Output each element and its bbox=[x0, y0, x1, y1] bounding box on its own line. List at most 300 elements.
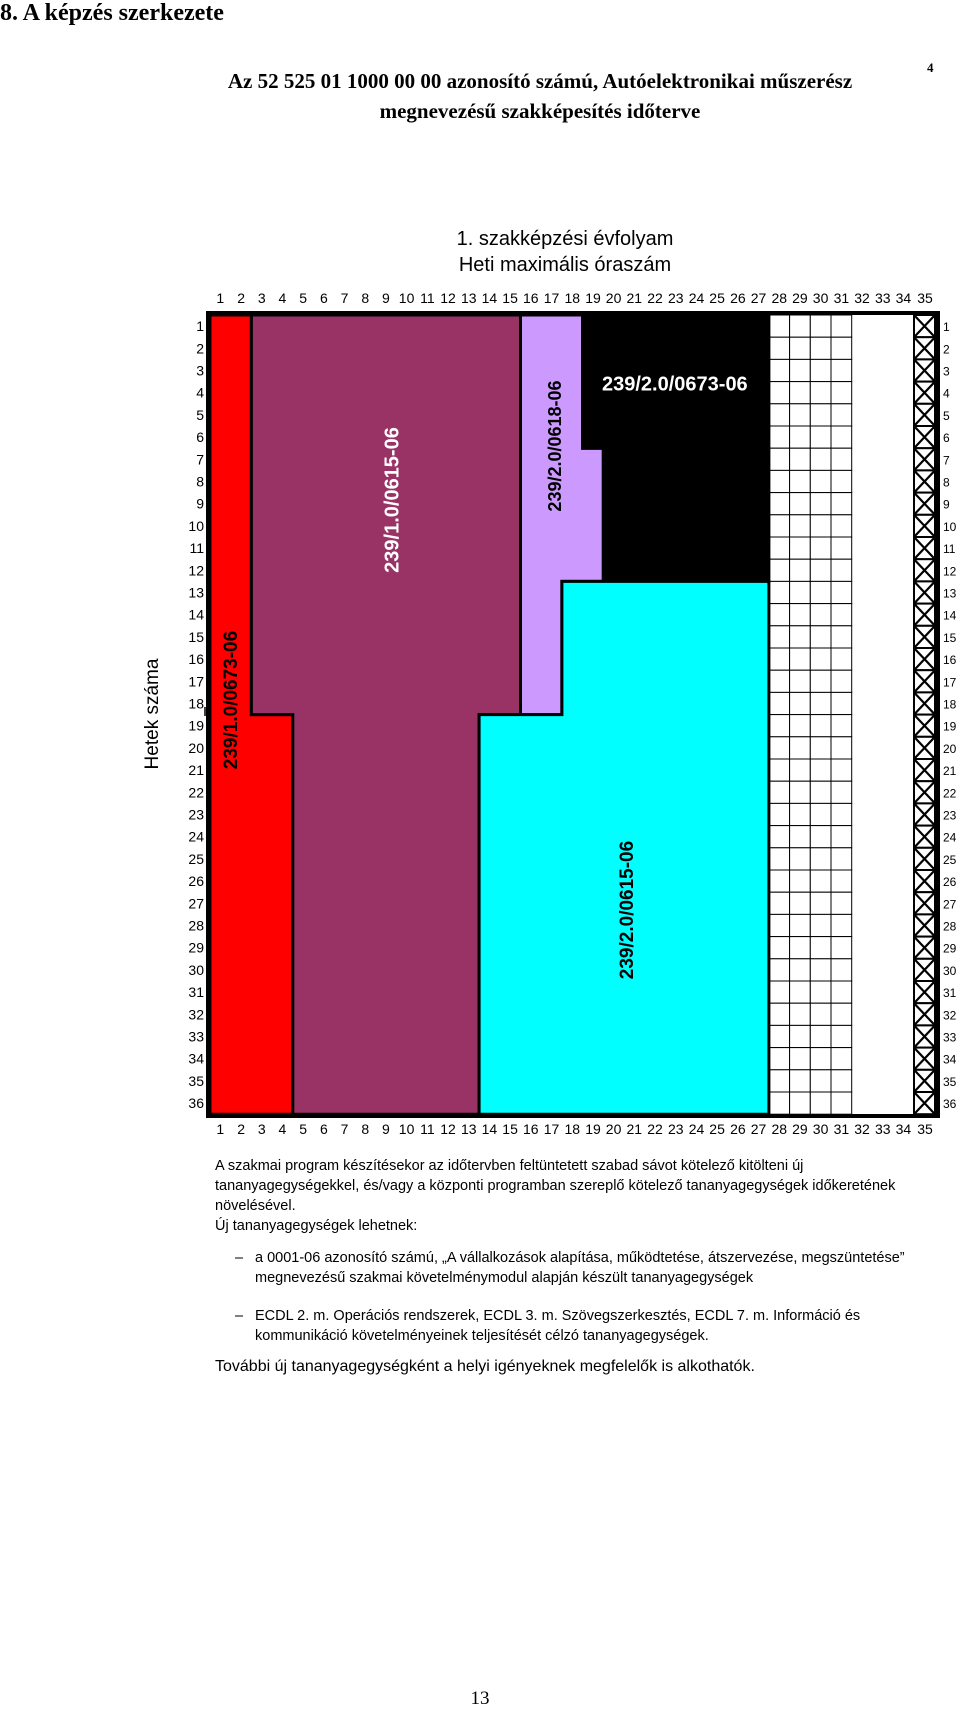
crossed-cell bbox=[914, 892, 935, 914]
left-week-axis bbox=[188, 318, 204, 1111]
free-slot-cell bbox=[831, 426, 852, 448]
free-slot-cell bbox=[831, 515, 852, 537]
hour-tick-top: 20 bbox=[605, 290, 622, 306]
week-tick-right: 12 bbox=[943, 564, 957, 579]
free-slot-cell bbox=[831, 604, 852, 626]
free-slot-cell bbox=[769, 315, 790, 337]
week-tick-right: 26 bbox=[943, 875, 957, 890]
hour-tick-top: 8 bbox=[361, 290, 370, 306]
crossed-cell bbox=[914, 626, 935, 648]
week-tick-left: 32 bbox=[188, 1006, 204, 1023]
hour-tick-bottom: 3 bbox=[257, 1121, 266, 1137]
free-slot-cell bbox=[769, 581, 790, 603]
free-slot-cell bbox=[790, 1048, 811, 1070]
free-slot-cell bbox=[810, 670, 831, 692]
week-tick-left: 8 bbox=[196, 473, 204, 490]
week-tick-right: 24 bbox=[943, 830, 957, 845]
free-slot-cell bbox=[769, 559, 790, 581]
hour-tick-bottom: 9 bbox=[382, 1121, 390, 1137]
free-slot-cell bbox=[790, 382, 811, 404]
free-slot-cell bbox=[831, 648, 852, 670]
week-tick-left: 16 bbox=[188, 651, 204, 668]
free-slot-cell bbox=[790, 359, 811, 381]
free-slot-cell bbox=[831, 493, 852, 515]
free-slot-cell bbox=[831, 914, 852, 936]
title-line-2: megnevezésű szakképesítés időterve bbox=[379, 99, 701, 123]
hour-tick-bottom: 14 bbox=[481, 1121, 498, 1137]
free-slot-cell bbox=[790, 1070, 811, 1092]
hour-tick-bottom: 31 bbox=[833, 1121, 850, 1137]
week-tick-left: 25 bbox=[188, 850, 204, 867]
free-slot-cell bbox=[831, 759, 852, 781]
free-slot-cell bbox=[769, 781, 790, 803]
crossed-cell bbox=[914, 382, 935, 404]
free-slot-cell bbox=[790, 404, 811, 426]
week-tick-right: 21 bbox=[943, 764, 957, 779]
hour-tick-bottom: 5 bbox=[299, 1121, 307, 1137]
hour-tick-top: 24 bbox=[688, 290, 705, 306]
hour-tick-top: 12 bbox=[440, 290, 456, 306]
crossed-cell bbox=[914, 1092, 935, 1114]
free-slot-cell bbox=[769, 1025, 790, 1047]
crossed-cell bbox=[914, 959, 935, 981]
free-slot-cell bbox=[831, 448, 852, 470]
free-slot-cell bbox=[831, 1003, 852, 1025]
hour-tick-bottom: 24 bbox=[688, 1121, 705, 1137]
note-bullet-2 bbox=[215, 1306, 930, 1346]
hour-tick-bottom: 33 bbox=[875, 1121, 891, 1137]
free-slot-cell bbox=[790, 426, 811, 448]
bullet-dash: – bbox=[235, 1250, 244, 1266]
free-slot-cell bbox=[831, 315, 852, 337]
free-slot-cell bbox=[810, 382, 831, 404]
hour-tick-bottom: 29 bbox=[792, 1121, 808, 1137]
free-slot-cell bbox=[810, 359, 831, 381]
page-number: 13 bbox=[470, 1688, 490, 1709]
week-tick-right: 31 bbox=[943, 986, 957, 1001]
free-slot-cell bbox=[769, 382, 790, 404]
crossed-cell bbox=[914, 981, 935, 1003]
week-tick-right: 15 bbox=[943, 630, 957, 645]
free-slot-cell bbox=[790, 559, 811, 581]
crossed-cell bbox=[914, 737, 935, 759]
crossed-cell bbox=[914, 759, 935, 781]
week-tick-right: 16 bbox=[943, 653, 957, 668]
crossed-cell bbox=[914, 1025, 935, 1047]
free-slot-cell bbox=[790, 581, 811, 603]
free-slot-cell bbox=[769, 626, 790, 648]
hour-tick-top: 13 bbox=[461, 290, 477, 306]
free-slot-cell bbox=[831, 1048, 852, 1070]
free-slot-cell bbox=[810, 1070, 831, 1092]
week-tick-left: 35 bbox=[188, 1072, 204, 1089]
free-slot-cell bbox=[810, 581, 831, 603]
week-tick-left: 19 bbox=[188, 717, 204, 734]
free-slot-cell bbox=[790, 1003, 811, 1025]
week-tick-left: 12 bbox=[188, 562, 204, 579]
free-slot-cell bbox=[769, 737, 790, 759]
free-slot-cell bbox=[810, 715, 831, 737]
free-slot-cell bbox=[810, 404, 831, 426]
week-tick-left: 21 bbox=[188, 762, 204, 779]
block-label-3: 239/2.0/0618-06 bbox=[544, 380, 565, 512]
week-tick-right: 19 bbox=[943, 719, 957, 734]
free-slot-cell bbox=[790, 892, 811, 914]
free-slot-cell bbox=[790, 470, 811, 492]
week-tick-right: 6 bbox=[943, 431, 950, 446]
hour-tick-top: 34 bbox=[895, 290, 912, 306]
week-tick-left: 18 bbox=[188, 695, 204, 712]
note-bullet-1-text: a 0001-06 azonosító számú, „A vállalkozások alapítása, működtetése, átszervezése, megszüntetése” megnevezésű szakmai követelménymodul alapján készült tananyagegységek bbox=[255, 1250, 905, 1286]
free-slot-cell bbox=[810, 737, 831, 759]
week-tick-left: 7 bbox=[196, 451, 204, 468]
free-slot-cell bbox=[790, 759, 811, 781]
week-tick-right: 23 bbox=[943, 808, 957, 823]
crossed-cell bbox=[914, 337, 935, 359]
free-slot-cell bbox=[810, 537, 831, 559]
free-slot-cell bbox=[810, 515, 831, 537]
hour-tick-bottom: 8 bbox=[361, 1121, 370, 1137]
free-slot-cell bbox=[831, 737, 852, 759]
hour-tick-bottom: 27 bbox=[750, 1121, 767, 1137]
week-tick-right: 11 bbox=[943, 542, 956, 557]
free-slot-cell bbox=[831, 670, 852, 692]
week-tick-left: 15 bbox=[188, 628, 204, 645]
free-slot-cell bbox=[831, 826, 852, 848]
free-slot-cell bbox=[769, 670, 790, 692]
right-week-axis bbox=[943, 320, 957, 1111]
week-tick-right: 2 bbox=[943, 342, 950, 357]
week-tick-left: 33 bbox=[188, 1028, 204, 1045]
free-slot-cell bbox=[810, 826, 831, 848]
note-paragraph-1: A szakmai program készítésekor az időtervben feltüntetett szabad sávot kötelező kitölteni új tananyagegységekkel, és/vagy a központi programban szereplő kötelező tananyagegységek időkeretének növelésével. bbox=[215, 1158, 896, 1214]
free-slot-cell bbox=[790, 493, 811, 515]
week-tick-left: 5 bbox=[196, 406, 204, 423]
free-slot-cell bbox=[810, 848, 831, 870]
week-tick-right: 30 bbox=[943, 963, 957, 978]
block-label-1: 239/1.0/0673-06 bbox=[221, 630, 243, 770]
week-tick-left: 29 bbox=[188, 939, 204, 956]
free-slot-cell bbox=[810, 426, 831, 448]
free-slot-cell bbox=[769, 759, 790, 781]
free-slot-cell bbox=[831, 537, 852, 559]
week-tick-right: 14 bbox=[943, 608, 957, 623]
free-slot-cell bbox=[810, 559, 831, 581]
free-slot-cell bbox=[831, 781, 852, 803]
free-slot-cell bbox=[810, 337, 831, 359]
hour-tick-top: 35 bbox=[917, 290, 933, 306]
crossed-cell bbox=[914, 404, 935, 426]
week-tick-right: 17 bbox=[943, 675, 957, 690]
week-tick-left: 17 bbox=[188, 673, 204, 690]
crossed-cell bbox=[914, 914, 935, 936]
free-slot-cell bbox=[769, 803, 790, 825]
free-slot-cell bbox=[810, 604, 831, 626]
free-slot-cell bbox=[769, 537, 790, 559]
title-line-1: Az 52 525 01 1000 00 00 azonosító számú, Autóelektronikai műszerész bbox=[227, 69, 853, 93]
free-slot-cell bbox=[810, 892, 831, 914]
week-tick-right: 25 bbox=[943, 852, 957, 867]
week-tick-right: 22 bbox=[943, 786, 957, 801]
free-slot-cell bbox=[790, 670, 811, 692]
week-tick-right: 5 bbox=[943, 408, 950, 423]
hour-tick-top: 18 bbox=[564, 290, 581, 306]
free-slot-cell bbox=[790, 781, 811, 803]
week-tick-right: 7 bbox=[943, 453, 950, 468]
hour-tick-bottom: 4 bbox=[278, 1121, 287, 1137]
hour-tick-bottom: 30 bbox=[812, 1121, 829, 1137]
crossed-cell bbox=[914, 781, 935, 803]
free-slot-cell bbox=[831, 692, 852, 714]
week-tick-left: 31 bbox=[188, 984, 204, 1001]
free-slot-cell bbox=[810, 781, 831, 803]
free-slot-cell bbox=[790, 515, 811, 537]
week-tick-right: 35 bbox=[943, 1074, 957, 1089]
free-slot-cell bbox=[769, 604, 790, 626]
hour-tick-top: 21 bbox=[626, 290, 643, 306]
hour-tick-top: 22 bbox=[647, 290, 663, 306]
free-slot-cell bbox=[831, 981, 852, 1003]
hour-tick-bottom: 35 bbox=[917, 1121, 933, 1137]
hour-tick-bottom: 15 bbox=[502, 1121, 518, 1137]
free-slot-cell bbox=[790, 604, 811, 626]
free-slot-cell bbox=[810, 692, 831, 714]
crossed-cell bbox=[914, 692, 935, 714]
y-axis-label: Hetek száma bbox=[142, 658, 163, 770]
hour-tick-top: 19 bbox=[585, 290, 601, 306]
free-slot-cell bbox=[769, 515, 790, 537]
free-slot-cell bbox=[810, 1025, 831, 1047]
free-slot-cell bbox=[831, 1092, 852, 1114]
week-tick-right: 13 bbox=[943, 586, 957, 601]
free-slot-cell bbox=[831, 937, 852, 959]
hour-tick-bottom: 26 bbox=[730, 1121, 746, 1137]
free-slot-cell bbox=[769, 715, 790, 737]
free-slot-cell bbox=[810, 803, 831, 825]
free-slot-cell bbox=[769, 1048, 790, 1070]
hour-tick-top: 28 bbox=[771, 290, 788, 306]
hour-tick-top: 1 bbox=[216, 290, 225, 306]
free-slot-cell bbox=[810, 759, 831, 781]
hour-tick-top: 26 bbox=[730, 290, 746, 306]
note-paragraph-2: Új tananyagegységek lehetnek: bbox=[215, 1218, 418, 1234]
free-slot-cell bbox=[831, 870, 852, 892]
free-slot-cell bbox=[790, 826, 811, 848]
chart-title-line-1: 1. szakképzési évfolyam bbox=[456, 228, 674, 250]
crossed-cell bbox=[914, 826, 935, 848]
hour-tick-top: 29 bbox=[792, 290, 808, 306]
crossed-cell bbox=[914, 537, 935, 559]
free-slot-cell bbox=[790, 914, 811, 936]
hour-tick-top: 7 bbox=[340, 290, 349, 306]
week-tick-left: 28 bbox=[188, 917, 204, 934]
crossed-cell bbox=[914, 426, 935, 448]
free-slot-cell bbox=[831, 581, 852, 603]
week-tick-left: 4 bbox=[196, 384, 204, 401]
block-label-5: 239/2.0/0615-06 bbox=[617, 840, 639, 980]
week-tick-left: 3 bbox=[196, 362, 204, 379]
free-slot-cell bbox=[810, 626, 831, 648]
week-tick-left: 27 bbox=[188, 895, 204, 912]
week-tick-right: 20 bbox=[943, 741, 957, 756]
block-label-4: 239/2.0/0673-06 bbox=[602, 373, 748, 396]
week-tick-left: 26 bbox=[188, 873, 204, 890]
crossed-cell bbox=[914, 493, 935, 515]
crossed-cell bbox=[914, 359, 935, 381]
hour-tick-top: 31 bbox=[833, 290, 850, 306]
hour-tick-bottom: 21 bbox=[626, 1121, 643, 1137]
crossed-cell bbox=[914, 1070, 935, 1092]
hour-tick-top: 32 bbox=[854, 290, 870, 306]
hour-tick-bottom: 20 bbox=[605, 1121, 622, 1137]
section-heading: 8. A képzés szerkezete bbox=[0, 0, 224, 26]
notes-section bbox=[215, 1156, 930, 1346]
free-slot-cell bbox=[810, 470, 831, 492]
free-slot-cell bbox=[769, 359, 790, 381]
free-slot-cell bbox=[769, 648, 790, 670]
crossed-cell bbox=[914, 1003, 935, 1025]
week-tick-right: 27 bbox=[943, 897, 957, 912]
crossed-cell bbox=[914, 803, 935, 825]
free-slot-cell bbox=[769, 914, 790, 936]
free-slot-cell bbox=[790, 981, 811, 1003]
crossed-cell bbox=[914, 648, 935, 670]
free-slot-cell bbox=[769, 448, 790, 470]
free-slot-cell bbox=[810, 914, 831, 936]
free-slot-cell bbox=[810, 1048, 831, 1070]
free-slot-cell bbox=[790, 737, 811, 759]
hour-tick-bottom: 6 bbox=[320, 1121, 328, 1137]
hour-tick-bottom: 22 bbox=[647, 1121, 663, 1137]
hour-tick-bottom: 34 bbox=[895, 1121, 912, 1137]
hour-tick-bottom: 1 bbox=[216, 1121, 225, 1137]
free-slot-cell bbox=[769, 1092, 790, 1114]
week-tick-left: 20 bbox=[188, 739, 204, 756]
week-tick-left: 24 bbox=[188, 828, 204, 845]
free-slot-cell bbox=[790, 848, 811, 870]
free-slot-cell bbox=[831, 715, 852, 737]
free-slot-cell bbox=[790, 803, 811, 825]
hour-tick-bottom: 32 bbox=[854, 1121, 870, 1137]
chart-title-line-2: Heti maximális óraszám bbox=[458, 254, 672, 276]
free-slot-cell bbox=[790, 626, 811, 648]
week-tick-right: 36 bbox=[943, 1097, 957, 1112]
hour-tick-top: 17 bbox=[543, 290, 560, 306]
week-tick-left: 6 bbox=[196, 429, 204, 446]
week-tick-left: 13 bbox=[188, 584, 204, 601]
crossed-cell bbox=[914, 315, 935, 337]
free-slot-cell bbox=[810, 959, 831, 981]
free-slot-cell bbox=[790, 448, 811, 470]
week-tick-left: 30 bbox=[188, 961, 204, 978]
free-slot-cell bbox=[769, 337, 790, 359]
week-tick-right: 33 bbox=[943, 1030, 957, 1045]
hour-tick-top: 14 bbox=[481, 290, 498, 306]
crossed-cell bbox=[914, 937, 935, 959]
note-bullet-2-text: ECDL 2. m. Operációs rendszerek, ECDL 3. m. Szövegszerkesztés, ECDL 7. m. Információ és kommunikáció követelményeinek teljesítését célzó tananyagegységek. bbox=[255, 1308, 861, 1344]
free-slot-cell bbox=[810, 1003, 831, 1025]
week-tick-right: 18 bbox=[943, 697, 957, 712]
free-slot-cell bbox=[790, 337, 811, 359]
free-slot-cell bbox=[831, 470, 852, 492]
hour-tick-top: 16 bbox=[523, 290, 539, 306]
free-slot-cell bbox=[769, 826, 790, 848]
free-slot-cell bbox=[831, 892, 852, 914]
free-slot-cell bbox=[831, 1070, 852, 1092]
free-slot-cell bbox=[831, 337, 852, 359]
free-slot-cell bbox=[810, 981, 831, 1003]
free-slot-cell bbox=[769, 404, 790, 426]
week-tick-left: 36 bbox=[188, 1095, 204, 1112]
free-slot-cell bbox=[831, 559, 852, 581]
crossed-column bbox=[914, 315, 935, 1114]
free-slot-cell bbox=[790, 648, 811, 670]
hour-tick-top: 4 bbox=[278, 290, 287, 306]
hour-tick-top: 5 bbox=[299, 290, 307, 306]
free-slot-cell bbox=[831, 848, 852, 870]
hour-tick-bottom: 2 bbox=[237, 1121, 245, 1137]
hour-tick-top: 15 bbox=[502, 290, 518, 306]
free-slot-cell bbox=[790, 1092, 811, 1114]
hour-tick-top: 6 bbox=[320, 290, 328, 306]
week-tick-right: 32 bbox=[943, 1008, 957, 1023]
week-tick-right: 1 bbox=[943, 320, 950, 335]
free-slot-cell bbox=[831, 803, 852, 825]
crossed-cell bbox=[914, 581, 935, 603]
free-slot-cell bbox=[810, 448, 831, 470]
free-slot-cell bbox=[769, 981, 790, 1003]
week-tick-right: 34 bbox=[943, 1052, 957, 1067]
crossed-cell bbox=[914, 448, 935, 470]
hour-tick-bottom: 25 bbox=[709, 1121, 725, 1137]
free-slot-cell bbox=[769, 1003, 790, 1025]
crossed-cell bbox=[914, 715, 935, 737]
free-slot-cell bbox=[831, 382, 852, 404]
free-slot-cell bbox=[810, 870, 831, 892]
free-slot-cell bbox=[790, 937, 811, 959]
free-slot-cell bbox=[831, 959, 852, 981]
crossed-cell bbox=[914, 559, 935, 581]
week-tick-right: 29 bbox=[943, 941, 957, 956]
week-tick-left: 22 bbox=[188, 784, 204, 801]
free-slot-cell bbox=[769, 959, 790, 981]
hour-tick-bottom: 16 bbox=[523, 1121, 539, 1137]
week-tick-left: 10 bbox=[188, 517, 204, 534]
free-slot-cell bbox=[790, 315, 811, 337]
hour-tick-bottom: 7 bbox=[340, 1121, 349, 1137]
free-slot-cell bbox=[790, 870, 811, 892]
week-tick-right: 28 bbox=[943, 919, 957, 934]
week-tick-left: 11 bbox=[189, 540, 204, 557]
free-slot-cell bbox=[769, 1070, 790, 1092]
hour-tick-top: 27 bbox=[750, 290, 767, 306]
free-slot-cell bbox=[790, 959, 811, 981]
week-tick-right: 9 bbox=[943, 497, 950, 512]
module-blocks bbox=[210, 315, 769, 1114]
week-tick-left: 14 bbox=[188, 606, 204, 623]
free-slot-cell bbox=[810, 648, 831, 670]
hour-tick-top: 30 bbox=[812, 290, 829, 306]
free-slot-cell bbox=[810, 315, 831, 337]
free-slot-cell bbox=[810, 493, 831, 515]
hour-tick-top: 10 bbox=[398, 290, 415, 306]
hour-tick-top: 3 bbox=[257, 290, 266, 306]
crossed-cell bbox=[914, 848, 935, 870]
crossed-cell bbox=[914, 670, 935, 692]
week-tick-left: 23 bbox=[188, 806, 204, 823]
week-tick-left: 1 bbox=[196, 318, 204, 335]
hour-tick-bottom: 11 bbox=[420, 1121, 435, 1137]
